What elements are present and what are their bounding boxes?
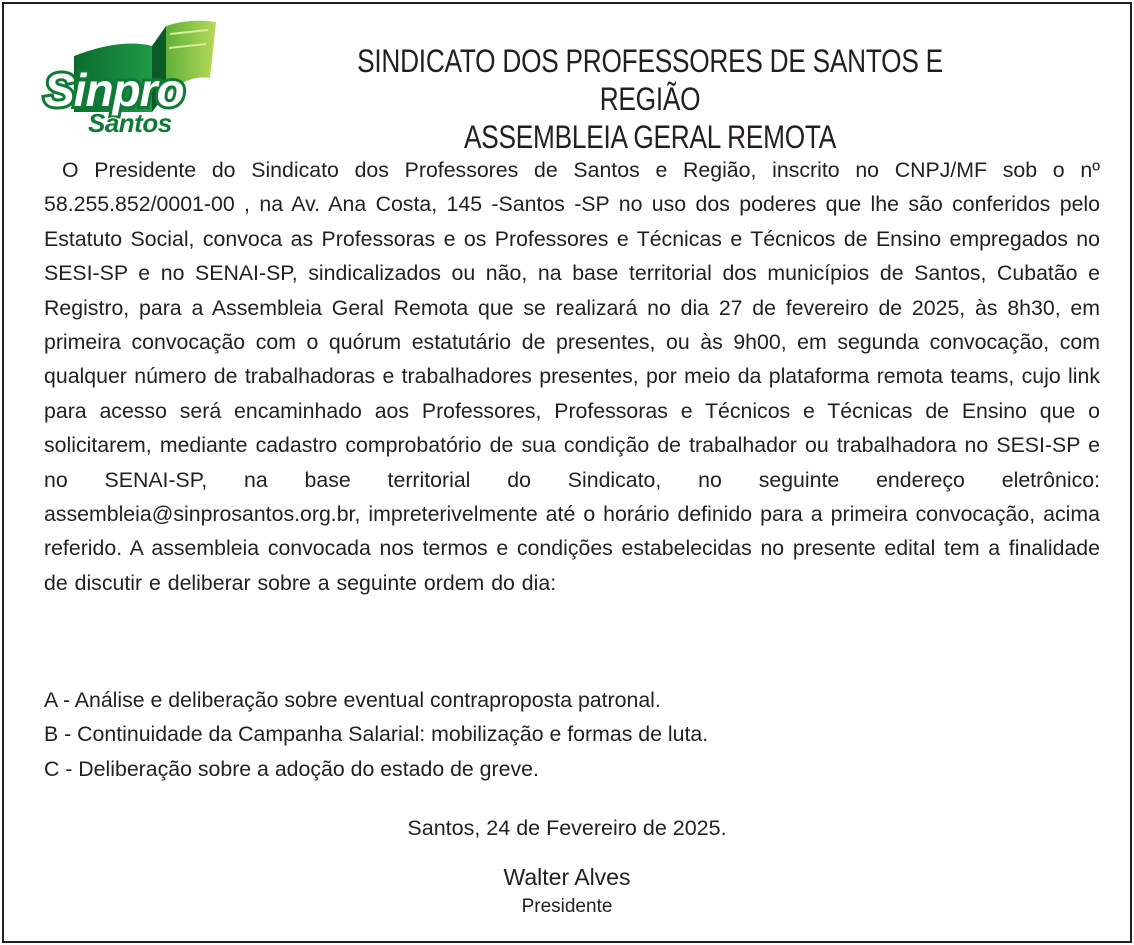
convocation-paragraph — [44, 153, 1100, 600]
logo-sinpro-text: Sinpro — [44, 64, 184, 116]
signer-role: Presidente — [521, 896, 613, 917]
agenda-item: A - Análise e deliberação sobre eventual contraproposta patronal. — [44, 688, 661, 712]
agenda-list — [44, 683, 1084, 786]
notice-heading — [314, 42, 986, 156]
agenda-item: B - Continuidade da Campanha Salarial: mobilização e formas de luta. — [44, 722, 709, 747]
agenda-item: C - Deliberação sobre a adoção do estado de greve. — [44, 756, 539, 781]
place-date: Santos, 24 de Fevereiro de 2025. — [407, 816, 727, 840]
sinpro-santos-logo — [40, 16, 220, 138]
paragraph-text: O Presidente do Sindicato dos Professores de Santos e Região, inscrito no CNPJ/MF sob o nº 58.255.852/0001-00 , na Av. Ana Costa, 145 -Santos -SP no uso dos poderes que lhe são conferidos pelo Estatuto Social, convoca as Professoras e os Professores e Técnicas e Técnicos de Ensino empregados no SESI-SP e no SENAI-SP, sindicalizados ou não, na base territorial dos municípios de Santos, Cubatão e Registro, para a Assembleia Geral Remota que se realizará no dia 27 de fevereiro de 2025, às 8h30, em primeira convocação com o quórum estatutário de presentes, ou às 9h00, em segunda convocação, com qualquer número de trabalhadoras e trabalhadores presentes, por meio da plataforma remota teams, cujo link para acesso será encaminhado aos Professores, Professoras e Técnicos e Técnicas de Ensino que o solicitarem, mediante cadastro comprobatório de sua condição de trabalhador ou trabalhadora no SESI-SP e no SENAI-SP, na base territorial do Sindicato, no seguinte endereço eletrônico: assembleia@sinprosantos.org.br, impreterivelmente até o horário definido para a primeira convocação, acima referido. A assembleia convocada nos termos e condições estabelecidas no presente edital tem a finalidade de discutir e deliberar sobre a seguinte ordem do dia: — [44, 158, 1100, 595]
logo-santos-text: Santos — [88, 108, 172, 138]
signer-name: Walter Alves — [503, 864, 631, 890]
union-name: SINDICATO DOS PROFESSORES DE SANTOS E REGIÃO — [357, 43, 943, 117]
assembly-title: ASSEMBLEIA GERAL REMOTA — [463, 119, 837, 155]
